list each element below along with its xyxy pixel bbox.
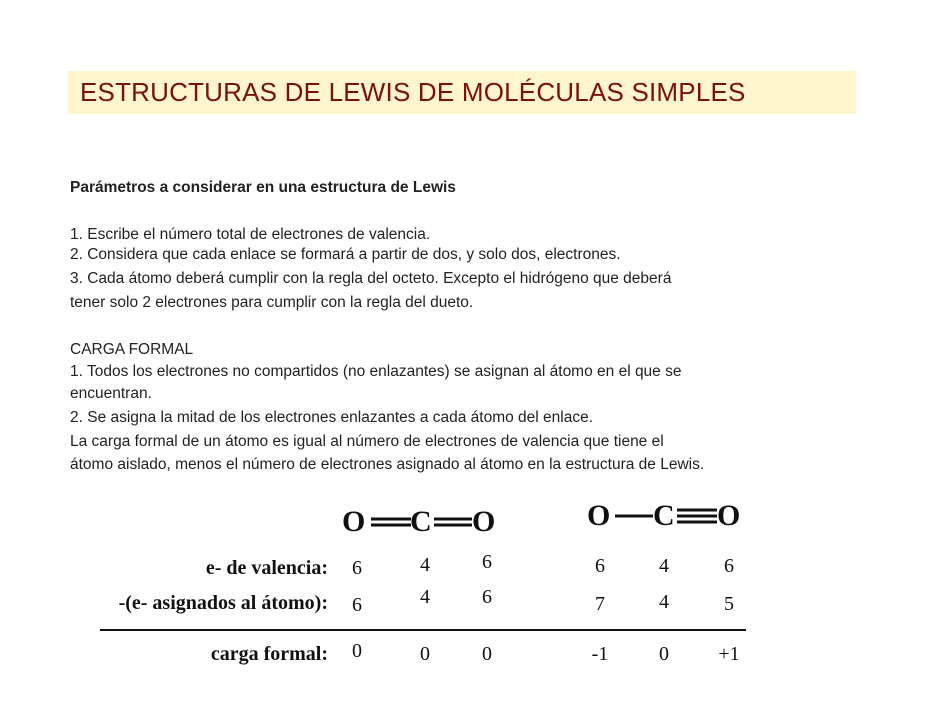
mol1-atom-o-right: O <box>472 505 496 538</box>
valence-cell: 4 <box>420 554 430 576</box>
params-heading: Parámetros a considerar en una estructura de Lewis <box>70 179 456 196</box>
page-title: ESTRUCTURAS DE LEWIS DE MOLÉCULAS SIMPLES <box>80 77 746 107</box>
label-valence: e- de valencia: <box>205 557 328 579</box>
formal-charge-line-3: 2. Se asigna la mitad de los electrones enlazantes a cada átomo del enlace. <box>70 409 594 426</box>
formal-charge-cell: -1 <box>591 643 609 665</box>
formal-charge-line-4: La carga formal de un átomo es igual al número de electrones de valencia que tiene el <box>70 433 664 450</box>
assigned-cell: 6 <box>352 594 362 616</box>
params-item-3-cont: tener solo 2 electrones para cumplir con la regla del dueto. <box>70 294 474 311</box>
params-item-2: 2. Considera que cada enlace se formará a partir de dos, y solo dos, electrones. <box>70 246 621 263</box>
assigned-cell: 4 <box>659 591 669 613</box>
valence-cell: 6 <box>352 557 362 579</box>
mol1-double-bond-right <box>433 515 473 529</box>
formal-charge-line-1: 1. Todos los electrones no compartidos (no enlazantes) se asignan al átomo en el que se <box>70 363 682 380</box>
params-item-1: 1. Escribe el número total de electrones de valencia. <box>70 226 431 243</box>
formal-charge-heading: CARGA FORMAL <box>70 341 194 358</box>
title-banner <box>68 71 856 114</box>
assigned-cell: 5 <box>724 593 734 615</box>
params-item-3: 3. Cada átomo deberá cumplir con la regla del octeto. Excepto el hidrógeno que deberá <box>70 270 672 287</box>
assigned-cell: 6 <box>482 586 492 608</box>
mol1-atom-c: C <box>410 505 432 538</box>
sum-line <box>100 629 746 631</box>
formal-charge-cell: 0 <box>420 643 430 665</box>
valence-cell: 6 <box>595 555 605 577</box>
mol2-atom-o-left: O <box>587 499 611 532</box>
formal-charge-line-5: átomo aislado, menos el número de electrones asignado al átomo en la estructura de Lewis. <box>70 456 705 473</box>
mol1-double-bond-left <box>370 515 412 529</box>
formal-charge-cell: +1 <box>718 643 740 665</box>
assigned-cell: 7 <box>595 593 605 615</box>
formal-charge-cell: 0 <box>482 643 492 665</box>
valence-cell: 4 <box>659 555 669 577</box>
mol1-atom-o-left: O <box>342 505 366 538</box>
mol2-atom-c: C <box>653 499 675 532</box>
mol2-single-bond <box>614 509 654 523</box>
valence-cell: 6 <box>724 555 734 577</box>
formal-charge-line-2: encuentran. <box>70 385 152 402</box>
formal-charge-table <box>100 497 750 667</box>
mol2-atom-o-right: O <box>717 499 741 532</box>
formal-charge-cell: 0 <box>659 643 669 665</box>
formal-charge-cell: 0 <box>352 640 362 662</box>
assigned-cell: 4 <box>420 586 430 608</box>
label-formal: carga formal: <box>210 643 328 665</box>
mol2-triple-bond <box>676 507 718 525</box>
valence-cell: 6 <box>482 551 492 573</box>
label-assigned: -(e- asignados al átomo): <box>118 592 328 614</box>
